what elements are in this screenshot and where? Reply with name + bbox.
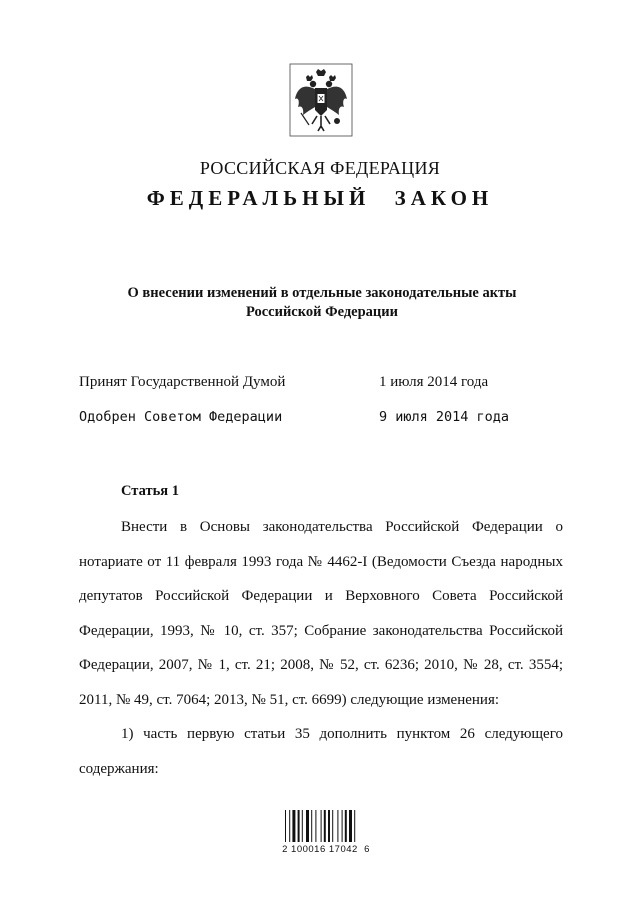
law-title-line: О внесении изменений в отдельные законодательные акты (127, 285, 517, 301)
country-name: РОССИЙСКАЯ ФЕДЕРАЦИЯ (199, 158, 441, 178)
text-line: 2011, № 49, ст. 7064; 2013, № 51, ст. 6699) следующие изменения: (79, 691, 500, 708)
council-approval-row (79, 409, 559, 429)
law-title (80, 284, 564, 322)
duma-label: Принят Государственной Думой (79, 374, 286, 390)
barcode-icon (283, 808, 363, 848)
text-line: Внести в Основы законодательства Российской Федерации о (121, 519, 563, 535)
article-paragraph (79, 717, 563, 786)
text-line: Федерации, 2007, № 1, ст. 21; 2008, № 52, ст. 6236; 2010, № 28, ст. 3554; (79, 657, 563, 673)
barcode-number: 2 100016 17042 6 (282, 844, 370, 855)
text-line: 1) часть первую статьи 35 дополнить пунктом 26 следующего (121, 726, 563, 742)
article-paragraph (79, 510, 563, 717)
text-line: содержания: (79, 760, 159, 777)
duma-adoption-row (79, 374, 559, 394)
council-date: 9 июля 2014 года (379, 409, 510, 425)
text-line: нотариате от 11 февраля 1993 года № 4462-I (Ведомости Съезда народных (79, 553, 563, 570)
council-label: Одобрен Советом Федерации (79, 409, 283, 425)
duma-date: 1 июля 2014 года (379, 374, 489, 390)
coat-of-arms-icon (289, 63, 353, 137)
article-heading: Статья 1 (121, 483, 179, 499)
law-title-line: Российской Федерации (245, 304, 398, 320)
law-type-heading: ФЕДЕРАЛЬНЫЙ ЗАКОН (146, 186, 494, 210)
text-line: Федерации, 1993, № 10, ст. 357; Собрание законодательства Российской (79, 622, 563, 639)
text-line: депутатов Российской Федерации и Верховного Совета Российской (79, 588, 563, 604)
